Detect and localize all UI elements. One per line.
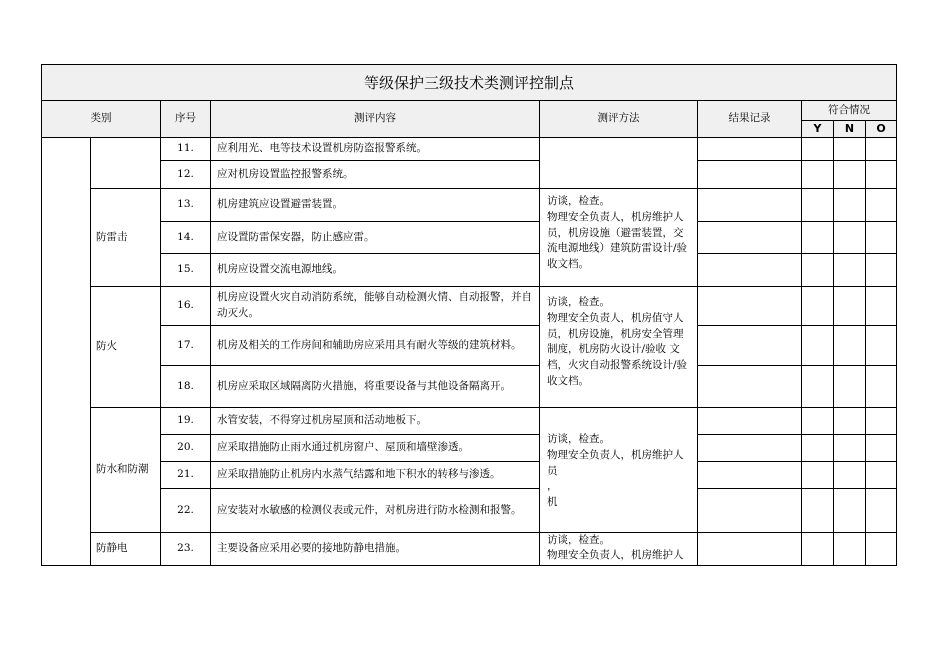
rule [161, 365, 540, 366]
rule [697, 101, 698, 565]
row-13-content: 机房建筑应设置避雷装置。 [217, 198, 343, 211]
rule [161, 221, 540, 222]
row-17-content: 机房及相关的工作房间和辅助房应采用具有耐火等级的建筑材料。 [217, 338, 522, 351]
row-23-content: 主要设备应采用必要的接地防静电措施。 [217, 542, 406, 555]
row-11-content: 应利用光、电等技术设置机房防盗报警系统。 [217, 142, 427, 155]
row-14-content: 应设置防雷保安器，防止感应雷。 [217, 230, 375, 243]
rule [801, 101, 802, 565]
row-16-content: 机房应设置火灾自动消防系统，能够自动检测火情、自动报警，并自动灭火。 [217, 291, 532, 319]
header-category: 类别 [42, 101, 160, 137]
header-o: O [866, 121, 896, 137]
method-fire: 访谈，检查。 物理安全负责人，机房值守人员，机房设施，机房安全管理制度，机房防火设计/验收 文档，火灾自动报警系统设计/验收文档。 [547, 296, 688, 387]
rule [802, 120, 896, 121]
header-n: N [834, 121, 865, 137]
rule [697, 325, 896, 326]
rule [697, 221, 896, 222]
row-14-seq: 14. [177, 230, 194, 243]
rule [697, 160, 896, 161]
rule [833, 120, 834, 565]
rule [697, 488, 896, 489]
category-water: 防水和防潮 [96, 463, 149, 476]
rule [161, 434, 540, 435]
rule [90, 137, 91, 565]
row-16-seq: 16. [177, 299, 194, 312]
row-21-seq: 21. [177, 468, 194, 481]
row-18-seq: 18. [177, 379, 194, 392]
header-result: 结果记录 [698, 101, 801, 137]
method-static: 访谈，检查。 物理安全负责人，机房维护人 [547, 534, 684, 562]
rule [161, 488, 540, 489]
rule [697, 253, 896, 254]
rule [161, 160, 540, 161]
row-22-seq: 22. [177, 503, 194, 516]
rule [539, 101, 540, 565]
rule [697, 461, 896, 462]
header-seq: 序号 [161, 101, 210, 137]
row-20-seq: 20. [177, 441, 194, 454]
row-19-seq: 19. [177, 414, 194, 427]
rule [160, 101, 161, 565]
row-23-seq: 23. [177, 542, 194, 555]
header-compliance: 符合情况 [802, 101, 896, 120]
rule [161, 325, 540, 326]
row-15-seq: 15. [177, 263, 194, 276]
control-point-table [41, 64, 897, 566]
row-22-content: 应安装对水敏感的检测仪表或元件，对机房进行防水检测和报警。 [217, 503, 522, 516]
category-lightning: 防雷击 [96, 230, 128, 243]
rule [161, 253, 540, 254]
category-static: 防静电 [96, 542, 128, 555]
method-water: 访谈，检查。 物理安全负责人，机房维护人 员 ， 机 [547, 433, 684, 508]
row-20-content: 应采取措施防止雨水通过机房窗户、屋顶和墙壁渗透。 [217, 441, 469, 454]
method-lightning: 访谈，检查。 物理安全负责人，机房维护人员，机房设施（避雷装置，交流电源地线）建筑防雷设计/验收文档。 [547, 195, 688, 270]
row-13-seq: 13. [177, 198, 194, 211]
header-y: Y [802, 121, 833, 137]
category-fire: 防火 [96, 340, 117, 353]
row-11-seq: 11. [177, 142, 194, 155]
rule [865, 120, 866, 565]
row-15-content: 机房应设置交流电源地线。 [217, 263, 343, 276]
row-19-content: 水管安装，不得穿过机房屋顶和活动地板下。 [217, 414, 427, 427]
rule [210, 101, 211, 565]
row-21-content: 应采取措施防止机房内水蒸气结露和地下积水的转移与渗透。 [217, 468, 501, 481]
header-content: 测评内容 [211, 101, 539, 137]
row-18-content: 机房应采取区域隔离防火措施，将重要设备与其他设备隔离开。 [217, 379, 511, 392]
row-12-seq: 12. [177, 167, 194, 180]
rule [697, 365, 896, 366]
row-12-content: 应对机房设置监控报警系统。 [217, 167, 354, 180]
row-17-seq: 17. [177, 338, 194, 351]
rule [161, 461, 540, 462]
document-title: 等级保护三级技术类测评控制点 [42, 65, 896, 101]
rule [697, 434, 896, 435]
header-method: 测评方法 [540, 101, 697, 137]
rule [42, 137, 896, 138]
